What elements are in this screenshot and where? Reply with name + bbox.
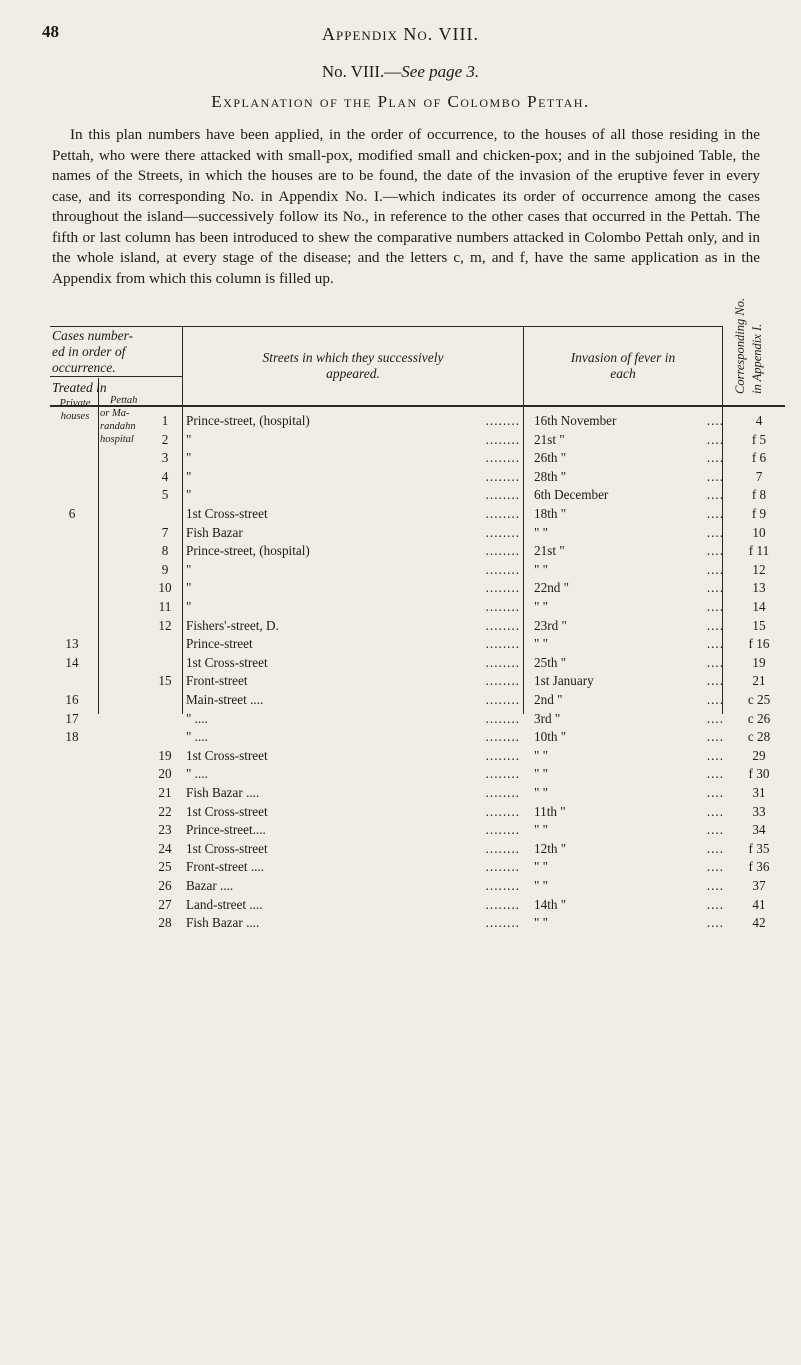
street-cell <box>186 468 522 486</box>
street-leader: ........ <box>485 654 520 670</box>
header-invasion <box>526 350 720 382</box>
invasion-date-cell <box>534 672 728 690</box>
pettah-hospital-case-no: 19 <box>158 747 172 763</box>
header-streets-line: Streets in which they successively <box>262 350 444 365</box>
invasion-date: 1st January <box>534 673 594 689</box>
table-row <box>0 710 801 728</box>
invasion-date-cell <box>534 486 728 504</box>
street-cell <box>186 542 522 560</box>
street-name: " <box>186 487 194 502</box>
street-cell <box>186 672 522 690</box>
private-house-case-no: 13 <box>65 636 79 652</box>
pettah-hospital-case-no: 8 <box>161 543 169 559</box>
table-row <box>0 617 801 635</box>
street-cell <box>186 914 522 932</box>
table-row <box>0 505 801 523</box>
date-leader: .... <box>706 654 724 670</box>
invasion-date: 10th " <box>534 729 567 745</box>
street-leader: ........ <box>485 915 520 931</box>
street-leader: ........ <box>485 450 520 466</box>
corresponding-appendix-no: 14 <box>752 599 766 614</box>
date-leader: .... <box>706 468 724 484</box>
street-cell <box>186 803 522 821</box>
street-cell <box>186 598 522 616</box>
date-leader: .... <box>706 729 724 745</box>
pettah-hospital-case-no: 1 <box>161 413 169 428</box>
street-leader: ........ <box>485 747 520 763</box>
street-leader: ........ <box>485 729 520 745</box>
pettah-hospital-case-no: 27 <box>158 896 172 912</box>
corresponding-appendix-no: f 5 <box>751 431 767 447</box>
invasion-date-cell <box>534 728 728 746</box>
pettah-hospital-case-no: 11 <box>158 599 172 614</box>
header-pettah-line: randahn <box>100 421 136 432</box>
page-number: 48 <box>42 22 59 41</box>
invasion-date: 12th " <box>534 840 567 856</box>
invasion-date-cell <box>534 784 728 802</box>
header-cases-line: occurrence. <box>52 360 116 375</box>
corresponding-appendix-no: 19 <box>752 654 766 670</box>
cases-subheader-rule <box>50 376 182 377</box>
street-name: Bazar .... <box>186 878 236 893</box>
invasion-date: 21st " <box>534 431 565 447</box>
corresponding-appendix-no: 21 <box>752 673 766 689</box>
table-row <box>0 561 801 579</box>
invasion-date-cell <box>534 598 728 616</box>
pettah-hospital-case-no: 9 <box>161 561 169 577</box>
street-leader: ........ <box>485 468 520 484</box>
street-leader: ........ <box>485 506 520 521</box>
table-row <box>0 449 801 467</box>
table-row <box>0 431 801 449</box>
header-corresponding-appendix: in Appendix I. <box>750 323 764 394</box>
table-row <box>0 579 801 597</box>
street-name: 1st Cross-street <box>186 506 271 521</box>
invasion-date-cell <box>534 765 728 783</box>
table-row <box>0 598 801 616</box>
private-house-case-no: 14 <box>65 654 79 670</box>
table-row <box>0 691 801 709</box>
pettah-hospital-case-no: 28 <box>158 915 172 931</box>
table-row <box>0 784 801 802</box>
date-leader: .... <box>706 506 724 521</box>
street-cell <box>186 710 522 728</box>
invasion-date: 2nd " <box>534 692 563 707</box>
table-row <box>0 896 801 914</box>
date-leader: .... <box>706 543 724 559</box>
table-row <box>0 747 801 765</box>
corresponding-appendix-no: 13 <box>752 580 766 596</box>
street-leader: ........ <box>485 766 520 782</box>
corresponding-appendix-no: f 6 <box>751 450 767 466</box>
invasion-date-cell <box>534 747 728 765</box>
invasion-date: " " <box>534 599 549 614</box>
pettah-hospital-case-no: 3 <box>161 450 169 466</box>
invasion-date-cell <box>534 617 728 635</box>
street-cell <box>186 821 522 839</box>
street-leader: ........ <box>485 599 520 614</box>
street-name: 1st Cross-street <box>186 804 271 819</box>
street-cell <box>186 449 522 467</box>
invasion-date: " " <box>534 785 549 800</box>
corresponding-appendix-no: f 35 <box>748 840 770 856</box>
invasion-date-cell <box>534 635 728 653</box>
corresponding-appendix-no: 37 <box>752 878 766 893</box>
street-cell <box>186 617 522 635</box>
table-row <box>0 654 801 672</box>
invasion-date-cell <box>534 803 728 821</box>
table-top-rule <box>50 326 722 327</box>
street-leader: ........ <box>485 692 520 707</box>
invasion-date-cell <box>534 914 728 932</box>
date-leader: .... <box>706 561 724 577</box>
date-leader: .... <box>706 673 724 689</box>
date-leader: .... <box>706 747 724 763</box>
invasion-date: 22nd " <box>534 580 570 596</box>
private-house-case-no: 18 <box>65 729 79 745</box>
header-cases-line: ed in order of <box>52 344 126 359</box>
corresponding-appendix-no: 41 <box>752 896 766 912</box>
invasion-date: 14th " <box>534 896 567 912</box>
street-name: Front-street .... <box>186 859 267 874</box>
header-cases-line: Cases number- <box>52 328 134 343</box>
street-name: Land-street .... <box>186 897 266 912</box>
invasion-date: 18th " <box>534 506 567 521</box>
street-name: 1st Cross-street <box>186 655 271 670</box>
street-leader: ........ <box>485 822 520 838</box>
subtitle-see-page: See page 3. <box>401 62 480 81</box>
table-row <box>0 765 801 783</box>
corresponding-appendix-no: 33 <box>752 803 766 819</box>
street-leader: ........ <box>485 785 520 800</box>
street-leader: ........ <box>485 878 520 893</box>
header-private-line: houses <box>60 411 90 422</box>
corresponding-appendix-no: 34 <box>752 822 766 838</box>
table-row <box>0 803 801 821</box>
street-leader: ........ <box>485 431 520 447</box>
invasion-date-cell <box>534 524 728 542</box>
street-name: " <box>186 562 194 577</box>
date-leader: .... <box>706 840 724 856</box>
invasion-date-cell <box>534 710 728 728</box>
table-row <box>0 877 801 895</box>
street-name: Fish Bazar <box>186 525 246 540</box>
invasion-date: 6th December <box>534 487 609 503</box>
street-cell <box>186 765 522 783</box>
street-name: " <box>186 432 194 447</box>
street-name: 1st Cross-street <box>186 841 271 856</box>
corresponding-appendix-no: f 36 <box>748 859 770 875</box>
street-name: " .... <box>186 766 211 781</box>
date-leader: .... <box>706 431 724 447</box>
street-leader: ........ <box>485 617 520 633</box>
table-row <box>0 821 801 839</box>
street-name: 1st Cross-street <box>186 748 271 763</box>
street-cell <box>186 784 522 802</box>
header-pettah-line: Pettah <box>110 395 138 406</box>
street-cell <box>186 561 522 579</box>
invasion-date: 3rd " <box>534 710 561 726</box>
street-leader: ........ <box>485 580 520 596</box>
corresponding-appendix-no: 12 <box>752 561 766 577</box>
invasion-date-cell <box>534 431 728 449</box>
invasion-date-cell <box>534 449 728 467</box>
subtitle-number: No. VIII.— <box>321 62 402 81</box>
invasion-date-cell <box>534 579 728 597</box>
street-cell <box>186 896 522 914</box>
invasion-date: " " <box>534 766 549 782</box>
table-row <box>0 635 801 653</box>
invasion-date-cell <box>534 561 728 579</box>
invasion-date: " " <box>534 561 549 577</box>
corresponding-appendix-no: f 11 <box>748 543 770 559</box>
private-house-case-no: 6 <box>68 506 76 521</box>
street-leader: ........ <box>485 413 520 428</box>
date-leader: .... <box>706 878 724 893</box>
date-leader: .... <box>706 692 724 707</box>
invasion-date: " " <box>534 747 549 763</box>
pettah-hospital-case-no: 2 <box>161 431 169 447</box>
invasion-date-cell <box>534 877 728 895</box>
table-row <box>0 840 801 858</box>
invasion-date-cell <box>534 691 728 709</box>
street-cell <box>186 877 522 895</box>
invasion-date-cell <box>534 840 728 858</box>
invasion-date: " " <box>534 524 549 540</box>
invasion-date: 28th " <box>534 468 567 484</box>
invasion-date: " " <box>534 822 549 838</box>
invasion-date-cell <box>534 468 728 486</box>
private-house-case-no: 17 <box>65 710 79 726</box>
invasion-date: 16th November <box>534 413 617 428</box>
invasion-date-cell <box>534 542 728 560</box>
header-streets <box>186 350 520 382</box>
invasion-date: " " <box>534 859 549 875</box>
date-leader: .... <box>706 859 724 875</box>
invasion-date: 26th " <box>534 450 567 466</box>
private-house-case-no: 16 <box>65 692 79 707</box>
street-name: " <box>186 580 194 595</box>
subtitle <box>0 62 801 82</box>
invasion-date: 23rd " <box>534 617 567 633</box>
invasion-date-cell <box>534 821 728 839</box>
pettah-hospital-case-no: 15 <box>158 673 172 689</box>
table-row <box>0 486 801 504</box>
invasion-date: 21st " <box>534 543 565 559</box>
date-leader: .... <box>706 766 724 782</box>
street-cell <box>186 747 522 765</box>
corresponding-appendix-no: f 30 <box>748 766 770 782</box>
table-row <box>0 672 801 690</box>
table-row <box>0 542 801 560</box>
street-leader: ........ <box>485 524 520 540</box>
date-leader: .... <box>706 617 724 633</box>
date-leader: .... <box>706 524 724 540</box>
street-cell <box>186 524 522 542</box>
street-leader: ........ <box>485 487 520 503</box>
invasion-date-cell <box>534 858 728 876</box>
street-leader: ........ <box>485 561 520 577</box>
street-cell <box>186 858 522 876</box>
street-name: Main-street .... <box>186 692 266 707</box>
date-leader: .... <box>706 636 724 652</box>
invasion-date: 11th " <box>534 803 566 819</box>
invasion-date-cell <box>534 896 728 914</box>
street-cell <box>186 691 522 709</box>
table-row <box>0 858 801 876</box>
pettah-hospital-case-no: 10 <box>158 580 172 596</box>
corresponding-appendix-no: c 25 <box>747 692 771 707</box>
invasion-date-cell <box>534 654 728 672</box>
street-name: " .... <box>186 729 211 744</box>
street-name: Prince-street, (hospital) <box>186 543 313 558</box>
pettah-hospital-case-no: 12 <box>158 617 172 633</box>
street-cell <box>186 505 522 523</box>
invasion-date-cell <box>534 412 728 430</box>
street-leader: ........ <box>485 710 520 726</box>
street-name: Fish Bazar .... <box>186 915 262 930</box>
header-treated-in: Treated in <box>52 380 107 395</box>
invasion-date: " " <box>534 636 549 652</box>
running-header: Appendix No. VIII. <box>322 24 479 44</box>
pettah-hospital-case-no: 25 <box>158 859 172 875</box>
header-pettah-line: or Ma- <box>100 408 130 419</box>
corresponding-appendix-no: 15 <box>752 617 766 633</box>
pettah-hospital-case-no: 7 <box>161 524 169 540</box>
street-leader: ........ <box>485 636 520 652</box>
street-name: Prince-street, (hospital) <box>186 413 313 428</box>
header-cases-numbered <box>50 328 184 376</box>
street-name: " .... <box>186 711 211 726</box>
header-streets-line: appeared. <box>326 366 380 381</box>
invasion-date: " " <box>534 878 549 893</box>
street-name: " <box>186 469 194 484</box>
intro-paragraph: In this plan numbers have been applied, in the order of occurrence, to the houses of all those residing in the Pettah, who were there attacked with small-pox, modified small and chicken-pox; and in the subjoined Table, the names of the Streets, in which the houses are to be found, the date of the invasion of the eruptive fever in every case, and its corresponding No. in Appendix No. I.—which indicates its order of occurrence among the cases throughout the island—successively follow its No., in reference to the other cases that occurred in the Pettah. The fifth or last column has been introduced to shew the comparative numbers attacked in Colombo Pettah only, and in the whole island, at every stage of the disease; and the letters c, m, and f, have the same application as in the Appendix from which this column is filled up. <box>52 126 760 287</box>
street-name: " <box>186 450 194 465</box>
street-name: Fish Bazar .... <box>186 785 262 800</box>
street-leader: ........ <box>485 803 520 819</box>
corresponding-appendix-no: 31 <box>752 785 766 800</box>
corresponding-appendix-no: 10 <box>752 524 766 540</box>
corresponding-appendix-no: 7 <box>755 468 763 484</box>
pettah-hospital-case-no: 23 <box>158 822 172 838</box>
street-cell <box>186 728 522 746</box>
header-corresponding-no: Corresponding No. <box>733 297 747 394</box>
table-row <box>0 468 801 486</box>
street-leader: ........ <box>485 859 520 875</box>
invasion-date: 25th " <box>534 654 567 670</box>
street-cell <box>186 840 522 858</box>
corresponding-appendix-no: f 9 <box>751 506 767 521</box>
document-title: Explanation of the Plan of Colombo Pettah. <box>211 92 590 111</box>
date-leader: .... <box>706 413 724 428</box>
corresponding-appendix-no: c 28 <box>747 729 771 745</box>
street-name: Prince-street.... <box>186 822 269 837</box>
street-leader: ........ <box>485 673 520 689</box>
date-leader: .... <box>706 896 724 912</box>
corresponding-appendix-no: 29 <box>752 747 766 763</box>
street-name: " <box>186 599 194 614</box>
street-leader: ........ <box>485 896 520 912</box>
date-leader: .... <box>706 785 724 800</box>
date-leader: .... <box>706 599 724 614</box>
table-row <box>0 914 801 932</box>
street-leader: ........ <box>485 543 520 559</box>
header-pettah-line: hospital <box>100 434 134 445</box>
table-row <box>0 524 801 542</box>
date-leader: .... <box>706 487 724 503</box>
pettah-hospital-case-no: 26 <box>158 878 172 893</box>
header-invasion-line: each <box>610 366 636 381</box>
street-cell <box>186 486 522 504</box>
pettah-hospital-case-no: 24 <box>158 840 172 856</box>
street-name: Prince-street <box>186 636 256 651</box>
invasion-date: " " <box>534 915 549 931</box>
corresponding-appendix-no: f 8 <box>751 487 767 503</box>
table-row <box>0 728 801 746</box>
date-leader: .... <box>706 710 724 726</box>
corresponding-appendix-no: f 16 <box>748 636 770 652</box>
corresponding-appendix-no: 42 <box>752 915 766 931</box>
pettah-hospital-case-no: 20 <box>158 766 172 782</box>
pettah-hospital-case-no: 22 <box>158 803 172 819</box>
street-cell <box>186 654 522 672</box>
street-cell <box>186 579 522 597</box>
date-leader: .... <box>706 915 724 931</box>
street-cell <box>186 431 522 449</box>
date-leader: .... <box>706 803 724 819</box>
street-name: Front-street <box>186 673 251 688</box>
header-private-line: Private <box>59 398 91 409</box>
date-leader: .... <box>706 580 724 596</box>
invasion-date-cell <box>534 505 728 523</box>
corresponding-appendix-no: 4 <box>755 413 763 428</box>
date-leader: .... <box>706 822 724 838</box>
header-invasion-line: Invasion of fever in <box>570 350 676 365</box>
corresponding-appendix-no: c 26 <box>747 710 771 726</box>
pettah-hospital-case-no: 4 <box>161 468 169 484</box>
table-row <box>0 412 801 430</box>
street-cell <box>186 635 522 653</box>
street-name: Fishers'-street, D. <box>186 618 282 633</box>
date-leader: .... <box>706 450 724 466</box>
street-cell <box>186 412 522 430</box>
street-leader: ........ <box>485 840 520 856</box>
pettah-hospital-case-no: 5 <box>161 487 169 503</box>
pettah-hospital-case-no: 21 <box>158 785 172 800</box>
